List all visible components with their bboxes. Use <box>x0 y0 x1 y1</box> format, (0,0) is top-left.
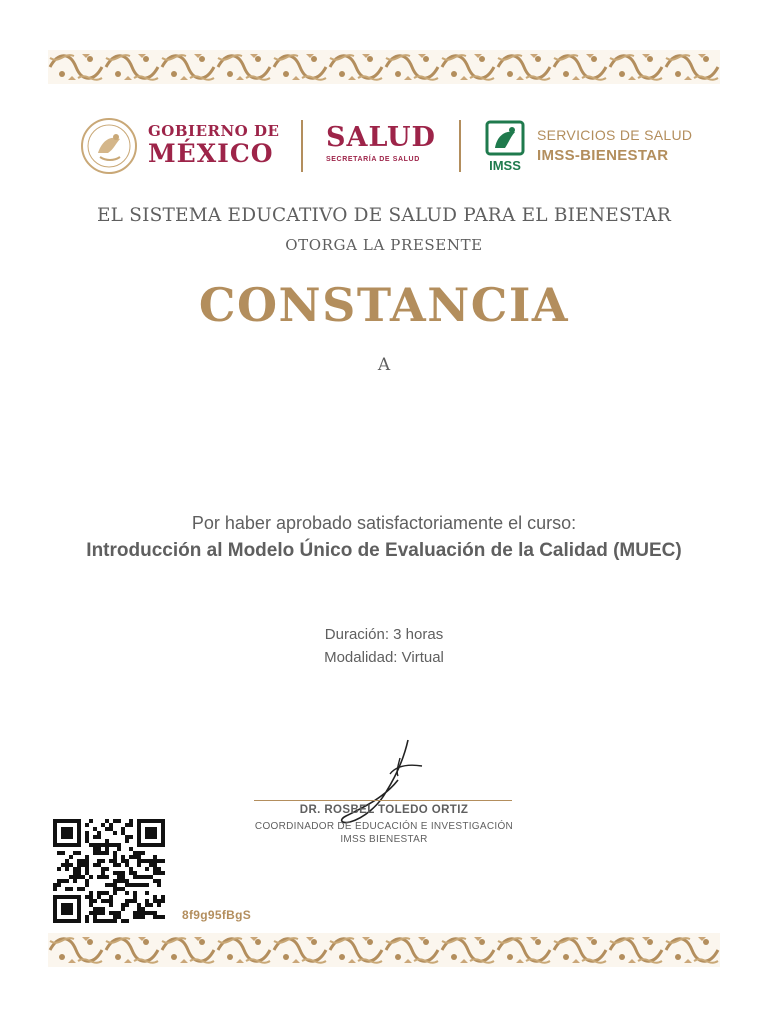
coat-of-arms-icon <box>80 117 138 175</box>
verification-code: 8f9g95fBgS <box>182 908 252 922</box>
course-duration: Duración: 3 horas <box>324 626 444 643</box>
bottom-ornament-band <box>48 933 720 967</box>
signatory-name: DR. ROSBEL TOLEDO ORTIZ <box>299 804 469 816</box>
salud-line2: SECRETARÍA DE SALUD <box>326 156 420 163</box>
gobierno-de-mexico-logo <box>148 122 279 168</box>
logo-divider <box>459 120 461 172</box>
imss-line1: SERVICIOS DE SALUD <box>537 127 693 143</box>
imss-line2: IMSS-BIENESTAR <box>537 147 669 164</box>
ornament-pattern-icon <box>48 933 720 967</box>
institution-logos <box>0 114 768 178</box>
imss-eagle-icon <box>485 120 525 172</box>
certificate-title: CONSTANCIA <box>198 278 570 332</box>
imss-bienestar-logo <box>537 126 692 166</box>
course-name: Introducción al Modelo Único de Evaluación de la Calidad (MUEC) <box>86 540 682 561</box>
award-reason: Por haber aprobado satisfactoriamente el curso: <box>191 513 577 533</box>
salud-logo <box>326 122 436 163</box>
gobierno-line1: GOBIERNO DE <box>148 122 280 140</box>
signatory-role: COORDINADOR DE EDUCACIÓN E INVESTIGACIÓN <box>254 821 514 832</box>
course-modality: Modalidad: Virtual <box>324 649 444 666</box>
gobierno-line2: MÉXICO <box>148 139 274 168</box>
signature-line <box>254 800 512 801</box>
ornament-pattern-icon <box>48 50 720 84</box>
qr-code-icon <box>53 819 165 923</box>
salud-line1: SALUD <box>326 122 436 153</box>
top-ornament-band <box>48 50 720 84</box>
issuer-heading: EL SISTEMA EDUCATIVO DE SALUD PARA EL BIENESTAR <box>96 205 672 226</box>
signatory-institution: IMSS BIENESTAR <box>340 834 428 845</box>
imss-mark: IMSS <box>489 158 521 172</box>
issuer-subheading: OTORGA LA PRESENTE <box>285 236 483 254</box>
logo-divider <box>301 120 303 172</box>
recipient-prefix: A <box>377 355 391 375</box>
